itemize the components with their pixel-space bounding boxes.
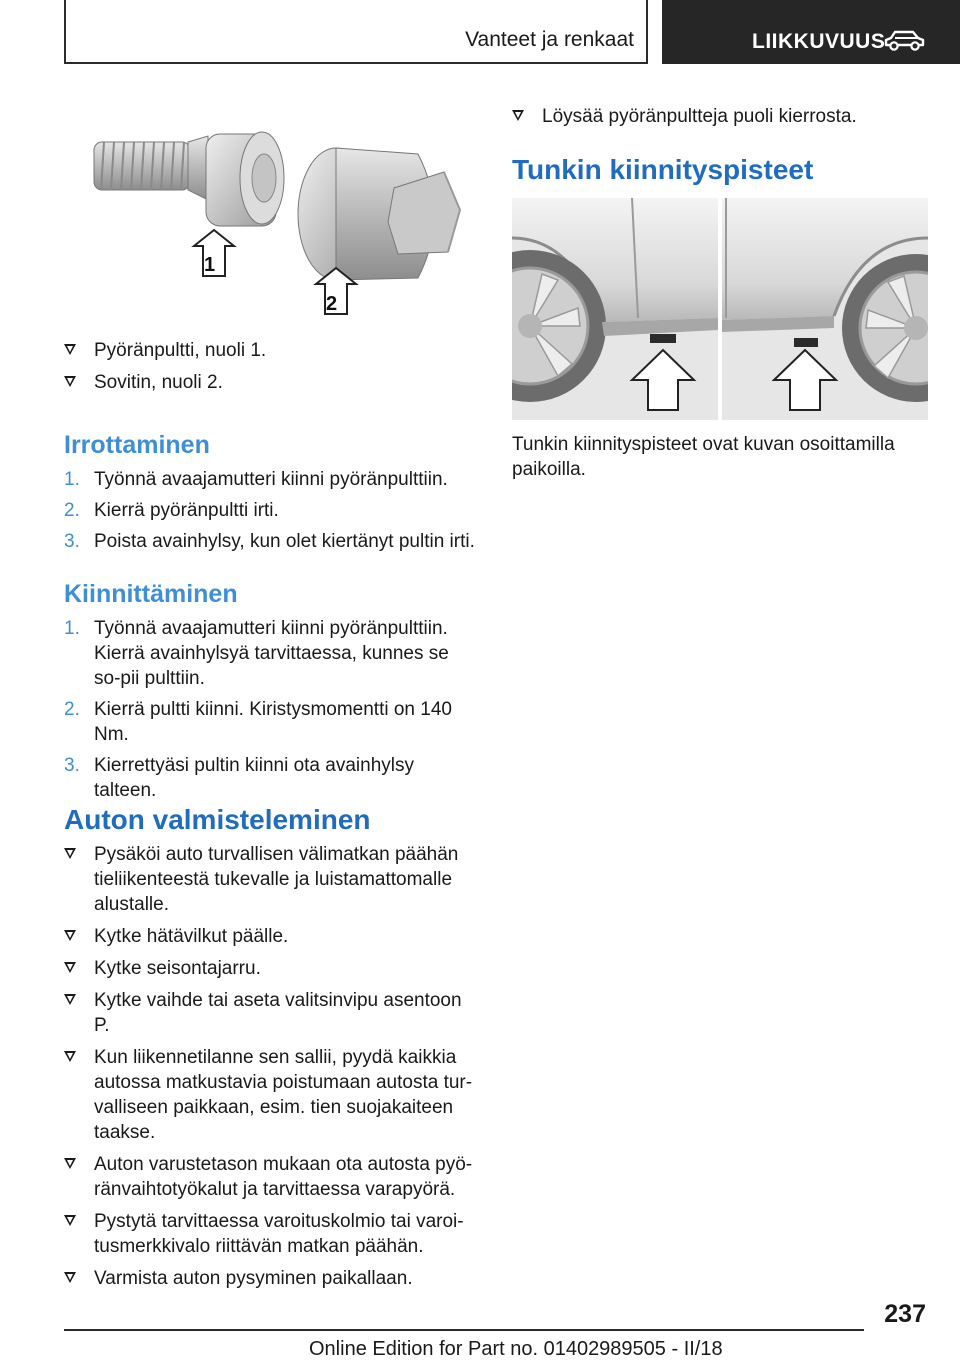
bullet-triangle-icon [64, 848, 76, 859]
figure-label-2: 2 [326, 293, 338, 315]
step-item: 1. Työnnä avaajamutteri kiinni pyöränpulttiin. [64, 469, 448, 490]
bullet-triangle-icon [64, 1215, 76, 1226]
jacking-points-caption: Tunkin kiinnityspisteet ovat kuvan osoittamilla paikoilla. [512, 434, 895, 480]
header-section-title: Vanteet ja renkaat [465, 28, 634, 51]
list-item: Pysäköi auto turvallisen välimatkan päähän tieliikenteestä tukevalle ja luistamattomalle alustalle. [64, 842, 480, 917]
list-item: Kun liikennetilanne sen sallii, pyydä kaikkia autossa matkustavia poistumaan autosta tur-valliseen paikkaan, esim. tien suojakaiteen taakse. [64, 1045, 480, 1145]
bullet-triangle-icon [64, 376, 76, 387]
list-item: Kytke seisontajarru. [64, 956, 480, 981]
remove-steps [64, 467, 480, 560]
attach-steps [64, 616, 480, 809]
bullet-triangle-icon [64, 344, 76, 355]
heading-remove: Irrottaminen [64, 431, 210, 459]
header-chapter-title: LIIKKUVUUS [752, 30, 886, 53]
footer-divider [64, 1329, 864, 1331]
list-item: Auton varustetason mukaan ota autosta pyö-ränvaihtotyökalut ja tarvittaessa varapyörä. [64, 1152, 480, 1202]
bullet-triangle-icon [512, 110, 524, 121]
jacking-points-illustration [512, 198, 928, 420]
loosen-list [512, 104, 928, 136]
list-item: Kytke hätävilkut päälle. [64, 924, 480, 949]
heading-attach: Kiinnittäminen [64, 580, 238, 608]
page-number: 237 [884, 1300, 926, 1328]
bullet-triangle-icon [64, 1158, 76, 1169]
list-item: Löysää pyöränpultteja puoli kierrosta. [512, 104, 928, 129]
list-item: Varmista auton pysyminen paikallaan. [64, 1266, 480, 1291]
bullet-triangle-icon [64, 930, 76, 941]
step-item: 1. Työnnä avaajamutteri kiinni pyöränpulttiin. Kierrä avainhylsyä tarvittaessa, kunnes se so-pii pulttiin. [64, 618, 449, 689]
heading-prepare: Auton valmisteleminen [64, 804, 371, 835]
step-item: 3. Kierrettyäsi pultin kiinni ota avainhylsy talteen. [64, 755, 414, 801]
footer-edition: Online Edition for Part no. 01402989505 - II/18 [309, 1338, 723, 1360]
step-item: 2. Kierrä pultti kiinni. Kiristysmomentti on 140 Nm. [64, 699, 452, 745]
figure-legend-list [64, 338, 480, 402]
bullet-triangle-icon [64, 1051, 76, 1062]
bullet-triangle-icon [64, 1272, 76, 1283]
list-item: Kytke vaihde tai aseta valitsinvipu asentoon P. [64, 988, 480, 1038]
prepare-list [64, 842, 480, 1298]
wheel-bolt-adapter-illustration [88, 118, 464, 326]
figure-label-1: 1 [204, 254, 216, 276]
bullet-triangle-icon [64, 962, 76, 973]
heading-jacking-points: Tunkin kiinnityspisteet [512, 154, 814, 185]
step-item: 2. Kierrä pyöränpultti irti. [64, 500, 279, 521]
bullet-triangle-icon [64, 994, 76, 1005]
car-icon [883, 29, 925, 51]
step-item: 3. Poista avainhylsy, kun olet kiertänyt pultin irti. [64, 531, 475, 552]
list-item: Sovitin, nuoli 2. [64, 370, 480, 395]
list-item: Pyöränpultti, nuoli 1. [64, 338, 480, 363]
list-item: Pystytä tarvittaessa varoituskolmio tai varoi-tusmerkkivalo riittävän matkan päähän. [64, 1209, 480, 1259]
